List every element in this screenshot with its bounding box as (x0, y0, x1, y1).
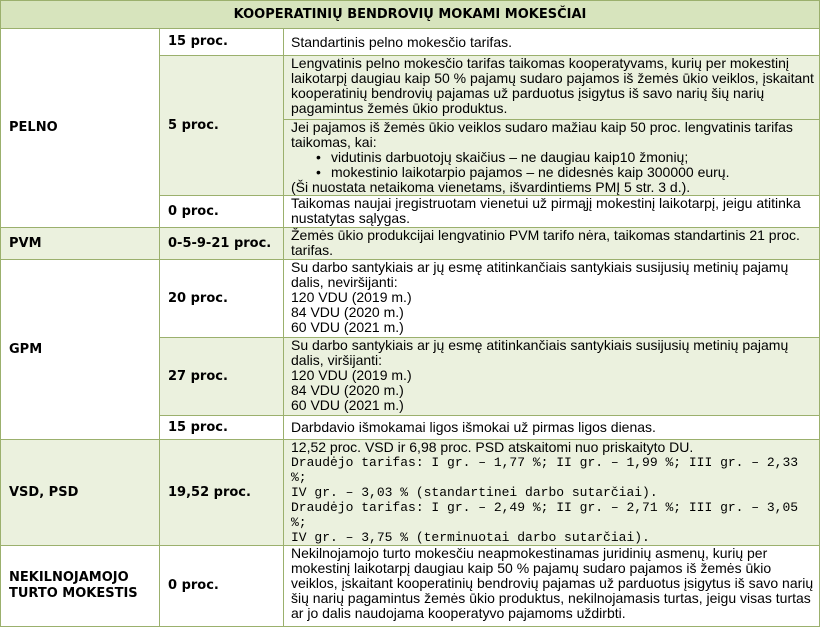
rate-cell: 19,52 proc. (160, 440, 284, 546)
description-line: IV gr. – 3,75 % (terminuotai darbo sutarčiai). (291, 530, 650, 545)
description-cell (284, 440, 820, 546)
category-vsd-psd: VSD, PSD (1, 440, 160, 546)
description-intro: Jei pajamos iš žemės ūkio veiklos sudaro mažiau kaip 50 proc. lengvatinis tarifas taikomas, kai: (291, 119, 793, 150)
rate-cell: 0 proc. (160, 196, 284, 228)
description-cell: Lengvatinis pelno mokesčio tarifas taikomas kooperatyvams, kurių per mokestinį laikotarpį daugiau kaip 50 % pajamų sudaro pajamos iš žemės ūkio veiklos, įskaitant kooperatinių bendrovių pajamas už parduotus įsigytus iš savo narių šių narių pagamintus žemės ūkio produktus. (284, 56, 820, 120)
description-cell (284, 260, 820, 338)
description-line: 12,52 proc. VSD ir 6,98 proc. PSD atskaitomi nuo priskaityto DU. (291, 439, 694, 455)
description-line: 84 VDU (2020 m.) (291, 304, 404, 320)
table-row (1, 546, 820, 627)
rate-cell: 15 proc. (160, 416, 284, 440)
category-real-estate-tax: NEKILNOJAMOJO TURTO MOKESTIS (1, 546, 160, 627)
description-cell: Nekilnojamojo turto mokesčiu neapmokestinamas juridinių asmenų, kurių per mokestinį laikotarpį daugiau kaip 50 % pajamų sudaro pajamos iš žemės ūkio veiklos, įskaitant kooperatinių bendrovių pajamas už parduotus įsigytus iš savo narių šių narių pagamintus žemės ūkio produktus, nekilnojamasis turtas, jeigu visas turtas ar jo dalis naudojama kooperatyvo pajamoms uždirbti. (284, 546, 820, 627)
table-row (1, 29, 820, 56)
description-cell (284, 120, 820, 196)
table-row (1, 440, 820, 546)
table-header-row (1, 1, 820, 29)
description-line: Draudėjo tarifas: I gr. – 2,49 %; II gr. – 2,71 %; III gr. – 3,05 %; (291, 500, 799, 530)
description-cell: Standartinis pelno mokesčio tarifas. (284, 29, 820, 56)
description-line: 60 VDU (2021 m.) (291, 319, 404, 335)
description-cell (284, 338, 820, 416)
description-line: IV gr. – 3,03 % (standartinei darbo sutarčiai). (291, 485, 658, 500)
description-text: Su darbo santykiais ar jų esmę atitinkančiais santykiais susijusių metinių pajamų dalis, viršijanti: (291, 337, 789, 368)
description-cell: Darbdavio išmokamai ligos išmokai už pirmas ligos dienas. (284, 416, 820, 440)
list-item: • mokestinio laikotarpio pajamos – ne didesnės kaip 300000 eurų. (331, 165, 814, 180)
table-row (1, 260, 820, 338)
description-cell: Žemės ūkio produkcijai lengvatinio PVM tarifo nėra, taikomas standartinis 21 proc. tarifas. (284, 228, 820, 260)
condition-list (291, 150, 814, 180)
description-line: 120 VDU (2019 m.) (291, 289, 412, 305)
category-gpm: GPM (1, 260, 160, 440)
category-pvm: PVM (1, 228, 160, 260)
description-line: 84 VDU (2020 m.) (291, 382, 404, 398)
rate-cell: 27 proc. (160, 338, 284, 416)
list-item: • vidutinis darbuotojų skaičius – ne daugiau kaip10 žmonių; (331, 150, 814, 165)
rate-cell: 15 proc. (160, 29, 284, 56)
rate-cell: 5 proc. (160, 56, 284, 196)
description-line: 60 VDU (2021 m.) (291, 397, 404, 413)
category-pelno: PELNO (1, 29, 160, 228)
description-line: 120 VDU (2019 m.) (291, 367, 412, 383)
rate-cell: 0-5-9-21 proc. (160, 228, 284, 260)
table-title: KOOPERATINIŲ BENDROVIŲ MOKAMI MOKESČIAI (1, 1, 820, 29)
rate-cell: 0 proc. (160, 546, 284, 627)
description-note: (Ši nuostata netaikoma vienetams, išvardintiems PMĮ 5 str. 3 d.). (291, 179, 691, 195)
table-row (1, 228, 820, 260)
description-text: Su darbo santykiais ar jų esmę atitinkančiais santykiais susijusių metinių pajamų dalis, neviršijanti: (291, 259, 789, 290)
rate-cell: 20 proc. (160, 260, 284, 338)
description-cell: Taikomas naujai įregistruotam vienetui už pirmąjį mokestinį laikotarpį, jeigu atitinka nustatytas sąlygas. (284, 196, 820, 228)
description-line: Draudėjo tarifas: I gr. – 1,77 %; II gr. – 1,99 %; III gr. – 2,33 %; (291, 455, 799, 485)
